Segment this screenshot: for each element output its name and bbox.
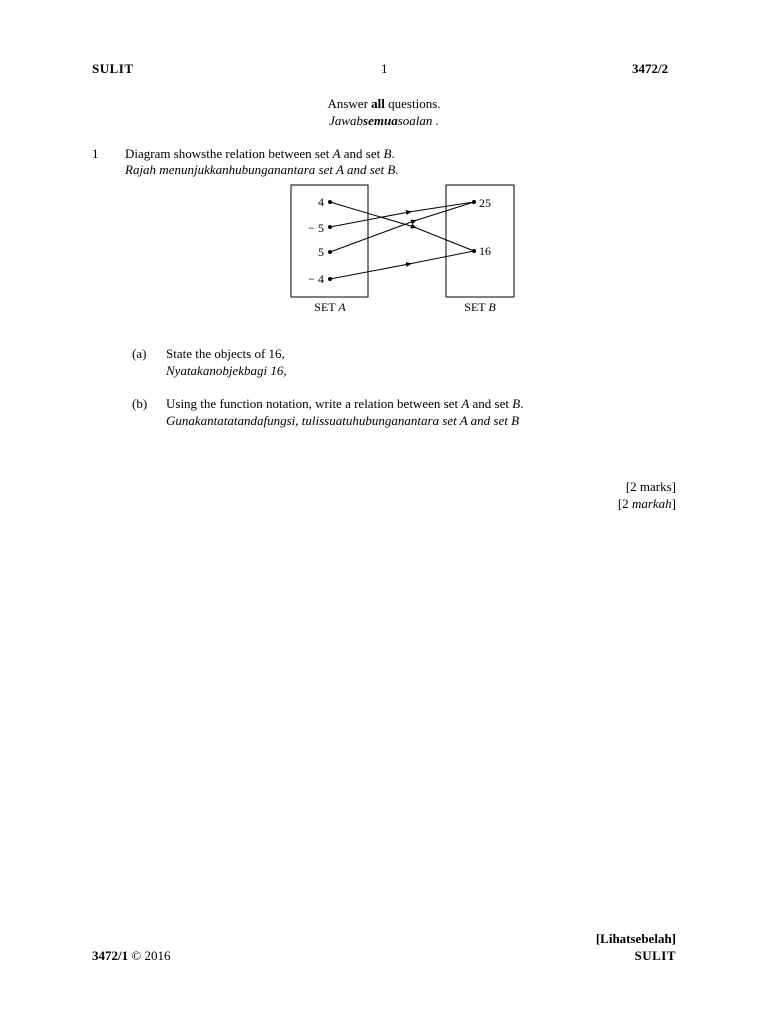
question-number: 1	[92, 146, 99, 161]
marks-english: [2 marks]	[625, 479, 676, 494]
instruction-ms-prefix: Jawab	[329, 113, 364, 128]
stem-en-suffix: .	[391, 146, 395, 161]
set-b-element: 25	[479, 196, 491, 210]
marks-ms-open: [2	[617, 496, 632, 511]
instruction-english	[0, 96, 768, 112]
set-b-dot	[472, 249, 476, 253]
footer-classification: SULIT	[634, 948, 676, 963]
part-a-label: (a)	[132, 346, 147, 361]
question-stem-english	[125, 146, 395, 162]
set-a-dot	[328, 277, 332, 281]
set-a-caption-prefix: SET	[314, 300, 339, 314]
mapping-arrow-neg4-to-16	[330, 251, 474, 279]
set-b-caption-var: B	[488, 300, 496, 314]
instruction-en-suffix: questions.	[384, 96, 441, 111]
set-a-element: − 5	[308, 221, 324, 235]
set-b-dot	[472, 200, 476, 204]
instruction-malay	[0, 113, 768, 129]
footer-code	[92, 948, 171, 964]
set-a-dot	[328, 225, 332, 229]
set-a-element: − 4	[308, 272, 324, 286]
part-a-malay: Nyatakanobjekbagi 16,	[166, 363, 287, 378]
set-a-dot	[328, 250, 332, 254]
marks-malay	[618, 496, 676, 512]
header-classification: SULIT	[92, 61, 134, 76]
part-b-en-suffix: .	[520, 396, 524, 411]
set-a-caption-var: A	[338, 300, 346, 314]
instruction-ms-bold: semua	[363, 113, 398, 128]
set-b-caption	[464, 300, 496, 314]
instruction-ms-suffix: soalan .	[397, 113, 439, 128]
part-b-en-mid: and set	[469, 396, 513, 411]
mapping-arrow-5-to-25	[330, 202, 474, 252]
footer-copyright: © 2016	[128, 948, 171, 963]
arrow-diagram	[290, 183, 520, 321]
part-b-var-a: A	[461, 396, 470, 411]
part-b-en-prefix: Using the function notation, write a relation between set	[166, 396, 462, 411]
set-b-element: 16	[479, 244, 491, 258]
page-number: 1	[381, 61, 388, 76]
footer-code-number: 3472/1	[92, 948, 129, 963]
paper-code: 3472/2	[632, 61, 669, 76]
part-a-english: State the objects of 16,	[166, 346, 285, 361]
stem-en-prefix: Diagram showsthe relation between set	[125, 146, 333, 161]
set-b-caption-prefix: SET	[464, 300, 489, 314]
set-a-element: 4	[318, 195, 324, 209]
turn-over-note: [Lihatsebelah]	[595, 931, 676, 946]
instruction-en-bold: all	[371, 96, 385, 111]
part-b-label: (b)	[132, 396, 148, 411]
instruction-en-prefix: Answer	[327, 96, 372, 111]
stem-en-mid: and set	[340, 146, 384, 161]
set-a-element: 5	[318, 245, 324, 259]
marks-ms-close: ]	[671, 496, 676, 511]
stem-set-b-var: B	[383, 146, 392, 161]
part-b-malay: Gunakantatatandafungsi, tulissuatuhubunganantara set A and set B	[166, 413, 520, 428]
set-a-dot	[328, 200, 332, 204]
stem-set-a-var: A	[332, 146, 341, 161]
question-stem-malay: Rajah menunjukkanhubunganantara set A and set B.	[125, 162, 399, 177]
part-b-english	[166, 396, 523, 412]
set-a-caption	[314, 300, 346, 314]
marks-ms-word: markah	[631, 496, 672, 511]
part-b-var-b: B	[512, 396, 521, 411]
